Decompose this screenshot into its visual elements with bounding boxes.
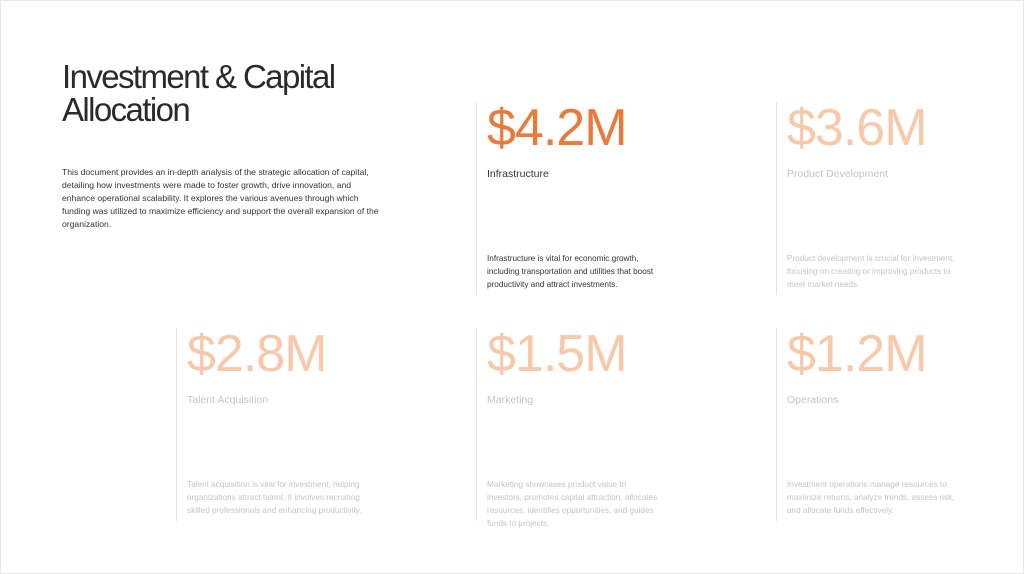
intro-paragraph: This document provides an in-depth analysis of the strategic allocation of capital, detailing how investments were made to foster growth, drive innovation, and enhance operational scalability. It explores the various avenues through which funding was utilized to maximize efficiency and support the overall expansion of the organization. [62, 167, 379, 229]
card-operations[interactable] [776, 325, 1007, 521]
card-description: Infrastructure is vital for economic growth, including transportation and utilities that boost productivity and attract investments. [487, 254, 654, 289]
card-description: Product development is crucial for investment, focusing on creating or improving products to meet market needs. [787, 254, 955, 289]
card-label: Product Development [787, 168, 888, 180]
card-infrastructure[interactable] [476, 99, 767, 295]
card-talent-acquisition[interactable] [176, 325, 467, 521]
card-label: Talent Acquisition [187, 394, 269, 406]
card-label: Operations [787, 394, 839, 406]
card-amount: $2.8M [187, 325, 327, 383]
card-description: Marketing showcases product value to investors, promotes capital attraction, allocates resources, identifies opportunities, and guides funds to projects. [487, 480, 658, 528]
card-amount: $1.5M [487, 325, 627, 383]
card-product-development[interactable] [776, 99, 1007, 295]
card-marketing[interactable] [476, 325, 767, 528]
card-description: Talent acquisition is vital for investment, helping organizations attract talent. It involves recruiting skilled professionals and enhancing productivity. [187, 480, 362, 515]
card-description: Investment operations manage resources to maximize returns, analyze trends, assess risk, and allocate funds effectively. [787, 480, 955, 515]
page-title: Investment & Capital Allocation [62, 58, 335, 128]
card-label: Marketing [487, 394, 534, 406]
card-amount: $3.6M [787, 99, 927, 157]
card-amount: $1.2M [787, 325, 927, 383]
card-label: Infrastructure [487, 168, 549, 180]
card-amount: $4.2M [487, 99, 627, 157]
